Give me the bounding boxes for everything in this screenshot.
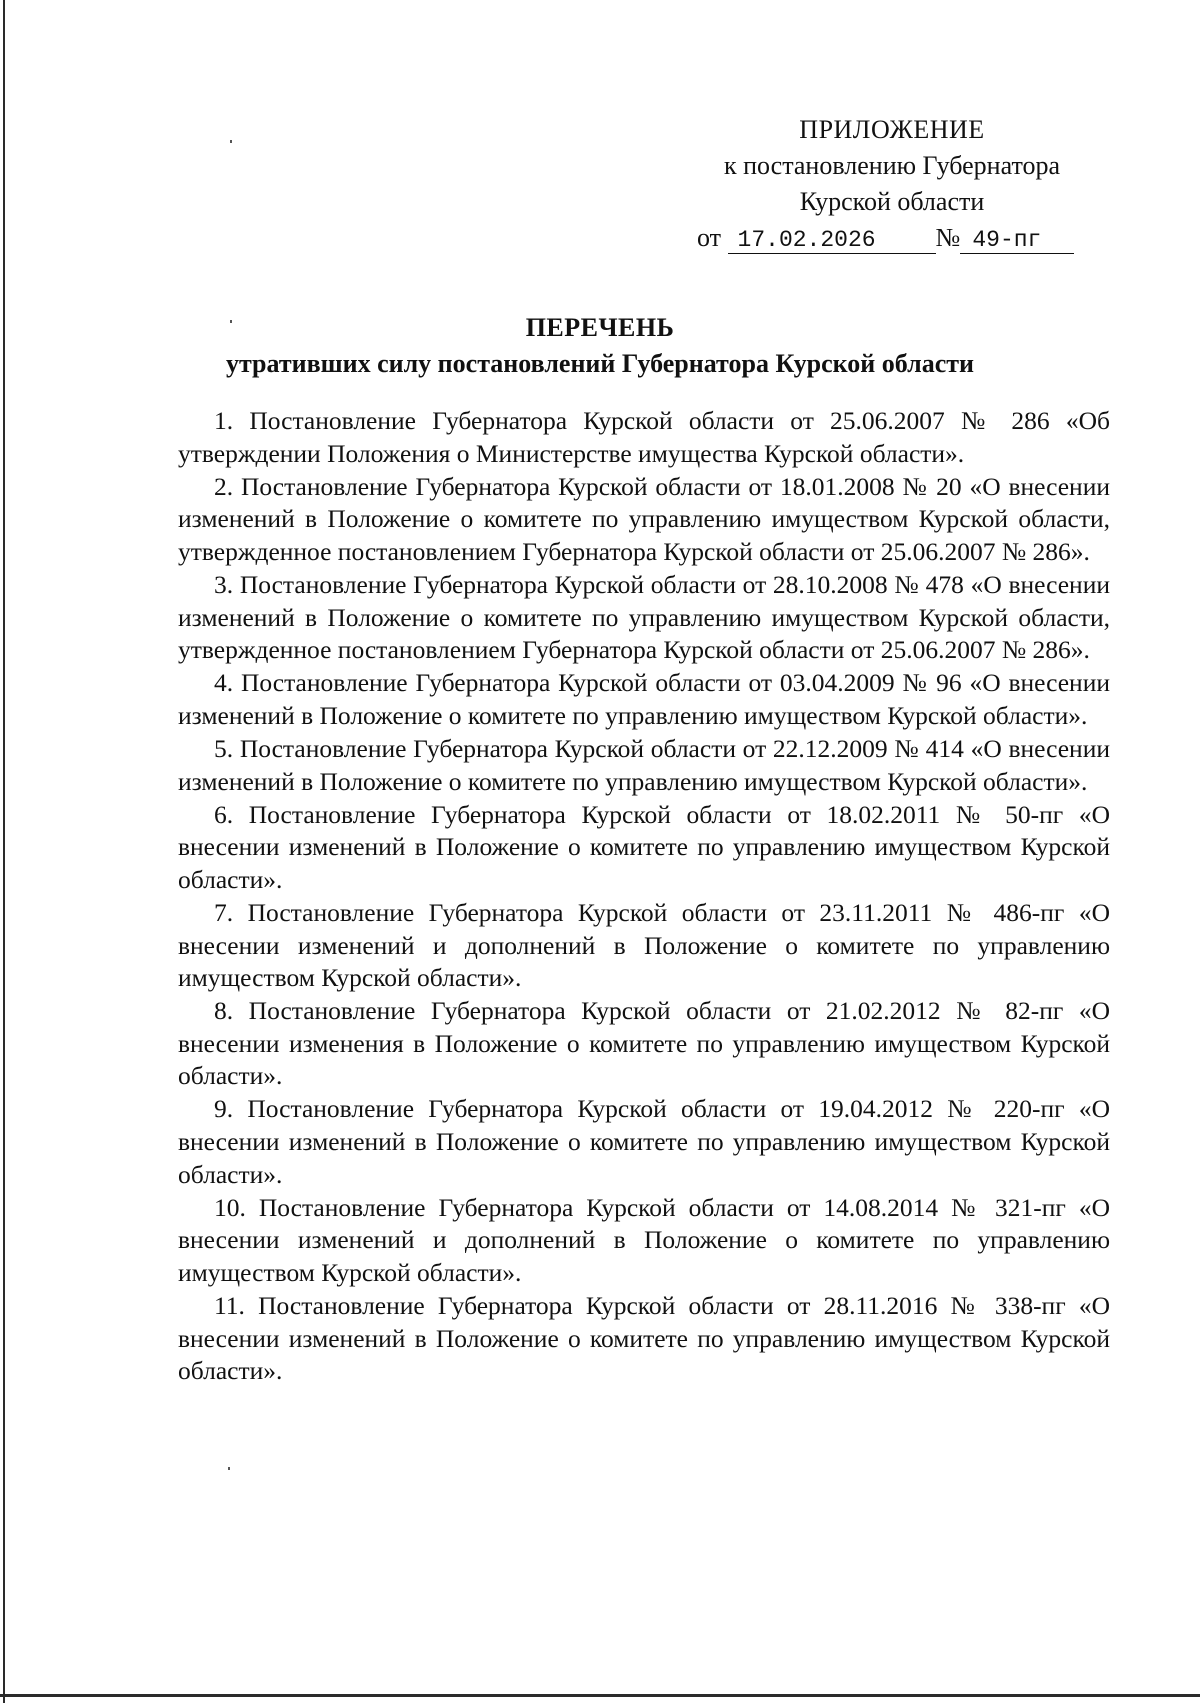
appendix-date: 17.02.2026 [728, 227, 936, 254]
appendix-line-1: к постановлению Губернатора [723, 151, 1061, 180]
appendix-stamp [697, 112, 1087, 220]
appendix-line-2: Курской области [799, 187, 985, 216]
list-item: 3. Постановление Губернатора Курской области от 28.10.2008 № 478 «О внесении изменений в Положение о комитете по управлению имуществом Курской области, утвержденное постановлением Губернатора Курской области от 25.06.2007 № 286». [178, 569, 1110, 665]
appendix-number: 49-пг [960, 227, 1074, 254]
list-item: 5. Постановление Губернатора Курской области от 22.12.2009 № 414 «О внесении изменений в Положение о комитете по управлению имуществом Курской области». [178, 733, 1110, 796]
list-item: 8. Постановление Губернатора Курской области от 21.02.2012 № 82-пг «О внесении изменения в Положение о комитете по управлению имуществом Курской области». [178, 996, 1110, 1091]
repealed-acts-list [178, 405, 1110, 1388]
list-item: 2. Постановление Губернатора Курской области от 18.01.2008 № 20 «О внесении изменений в Положение о комитете по управлению имуществом Курской области, утвержденное постановлением Губернатора Курской области от 25.06.2007 № 286». [178, 471, 1110, 566]
list-item: 11. Постановление Губернатора Курской области от 28.11.2016 № 338-пг «О внесении изменений в Положение о комитете по управлению имуществом Курской области». [178, 1291, 1110, 1386]
date-prefix: от [697, 223, 722, 252]
appendix-title: ПРИЛОЖЕНИЕ [799, 115, 985, 144]
appendix-date-line [697, 220, 1074, 256]
number-prefix: № [935, 223, 961, 252]
list-subtitle: утративших силу постановлений Губернатора Курской области [225, 349, 975, 378]
scan-speck [230, 140, 232, 143]
list-item: 10. Постановление Губернатора Курской области от 14.08.2014 № 321-пг «О внесении изменений и дополнений в Положение о комитете по управлению имуществом Курской области». [178, 1192, 1110, 1287]
list-item: 7. Постановление Губернатора Курской области от 23.11.2011 № 486-пг «О внесении изменений и дополнений в Положение о комитете по управлению имуществом Курской области». [178, 897, 1110, 993]
list-item: 1. Постановление Губернатора Курской области от 25.06.2007 № 286 «Об утверждении Положения о Министерстве имущества Курской области». [178, 406, 1110, 468]
scan-left-edge [3, 0, 5, 1703]
list-title: ПЕРЕЧЕНЬ [525, 313, 675, 342]
scan-bottom-edge [0, 1694, 1200, 1697]
list-item: 6. Постановление Губернатора Курской области от 18.02.2011 № 50-пг «О внесении изменений в Положение о комитете по управлению имуществом Курской области». [178, 799, 1110, 894]
scan-speck [228, 1467, 230, 1470]
list-item: 4. Постановление Губернатора Курской области от 03.04.2009 № 96 «О внесении изменений в Положение о комитете по управлению имуществом Курской области». [178, 668, 1110, 730]
list-item: 9. Постановление Губернатора Курской области от 19.04.2012 № 220-пг «О внесении изменений в Положение о комитете по управлению имуществом Курской области». [178, 1094, 1110, 1189]
